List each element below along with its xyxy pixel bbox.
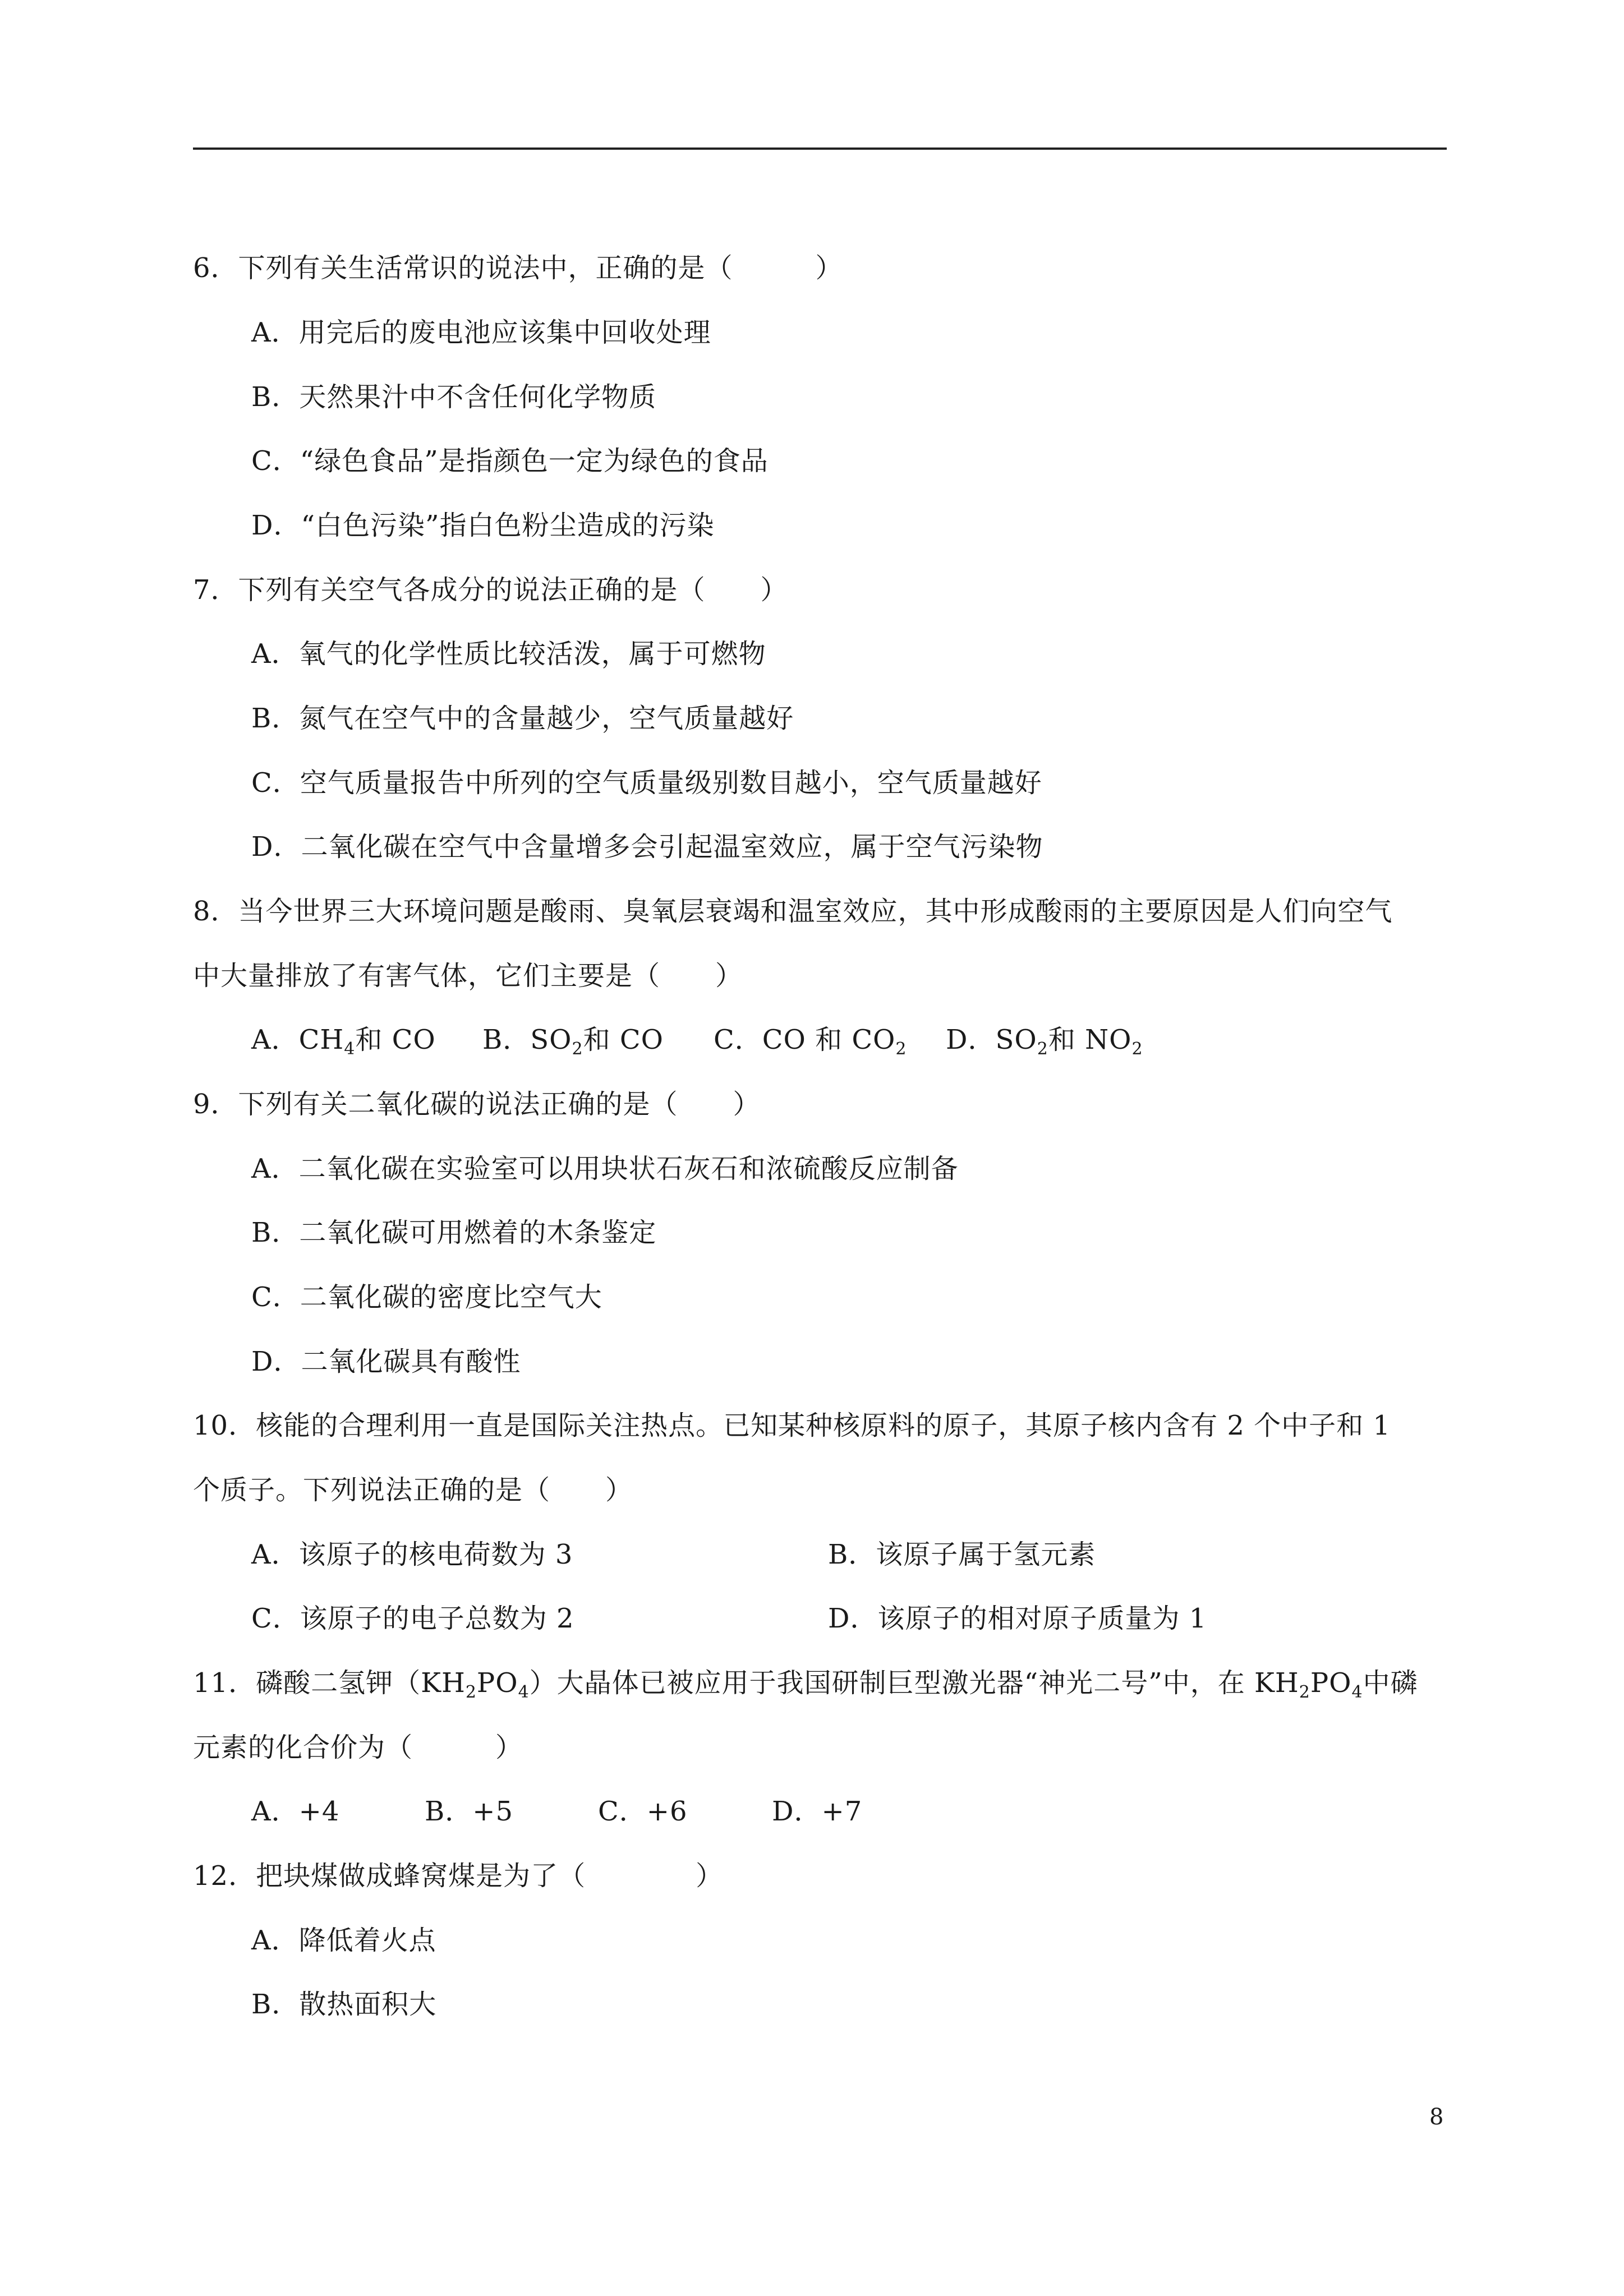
question-11-option-c: C．+6 — [598, 1796, 688, 1827]
question-10-option-a: A．该原子的核电荷数为 3 — [251, 1539, 573, 1570]
question-11-stem-line1: 11．磷酸二氢钾$(KH_2PO_4)$大晶体已被应用于我国研制巨型激光器“神光二号”中，在 $KH_2PO_4$中磷 — [193, 1667, 1418, 1702]
question-9-option-c: C．二氧化碳的密度比空气大 — [251, 1281, 602, 1313]
question-8-stem-line1: 8．当今世界三大环境问题是酸雨、臭氧层衰竭和温室效应，其中形成酸雨的主要原因是人们向空气 — [193, 896, 1393, 927]
question-8-stem-line2: 中大量排放了有害气体，它们主要是（ ） — [193, 960, 743, 992]
question-10-option-d: D．该原子的相对原子质量为 1 — [828, 1603, 1207, 1634]
question-10-option-c: C．该原子的电子总数为 2 — [251, 1603, 574, 1634]
question-9-option-d: D．二氧化碳具有酸性 — [251, 1346, 521, 1377]
question-8-option-d: D．$SO_2$和 $NO_2$ — [946, 1024, 1143, 1059]
question-6-stem: 6．下列有关生活常识的说法中，正确的是（ ） — [193, 252, 843, 284]
question-8-option-b: B．$SO_2$和 CO — [482, 1024, 664, 1059]
question-11-option-b: B．+5 — [425, 1796, 514, 1827]
question-8-option-c: C．CO 和 $CO_2$ — [714, 1024, 907, 1059]
question-7-option-d: D．二氧化碳在空气中含量增多会引起温室效应，属于空气污染物 — [251, 831, 1043, 863]
question-6-option-a: A．用完后的废电池应该集中回收处理 — [251, 317, 711, 348]
question-9-option-a: A．二氧化碳在实验室可以用块状石灰石和浓硫酸反应制备 — [251, 1153, 959, 1184]
question-11-option-a: A．+4 — [251, 1796, 340, 1827]
question-7-stem: 7．下列有关空气各成分的说法正确的是（ ） — [193, 574, 788, 606]
question-7-option-c: C．空气质量报告中所列的空气质量级别数目越小，空气质量越好 — [251, 767, 1042, 799]
question-11-option-d: D．+7 — [772, 1796, 863, 1827]
question-10-stem-line1: 10．核能的合理利用一直是国际关注热点。已知某种核原料的原子，其原子核内含有 2 个中子和 1 — [193, 1410, 1391, 1441]
question-12-option-a: A．降低着火点 — [251, 1925, 436, 1956]
question-8-option-a: A．$CH_4$和 CO — [251, 1024, 436, 1059]
page-number: 8 — [1429, 2104, 1444, 2130]
question-9-option-b: B．二氧化碳可用燃着的木条鉴定 — [251, 1217, 657, 1248]
question-9-stem: 9．下列有关二氧化碳的说法正确的是（ ） — [193, 1089, 761, 1120]
question-6-option-c: C．“绿色食品”是指颜色一定为绿色的食品 — [251, 445, 769, 477]
question-10-option-b: B．该原子属于氢元素 — [828, 1539, 1096, 1570]
question-6-option-d: D．“白色污染”指白色粉尘造成的污染 — [251, 510, 715, 541]
question-11-stem-line2: 元素的化合价为（ ） — [193, 1732, 523, 1763]
question-7-option-b: B．氮气在空气中的含量越少，空气质量越好 — [251, 703, 794, 734]
question-7-option-a: A．氧气的化学性质比较活泼，属于可燃物 — [251, 638, 766, 670]
question-12-stem: 12．把块煤做成蜂窝煤是为了（ ） — [193, 1860, 724, 1892]
question-6-option-b: B．天然果汁中不含任何化学物质 — [251, 381, 657, 413]
question-10-stem-line2: 个质子。下列说法正确的是（ ） — [193, 1474, 633, 1506]
header-rule — [193, 147, 1447, 150]
question-12-option-b: B．散热面积大 — [251, 1989, 437, 2020]
